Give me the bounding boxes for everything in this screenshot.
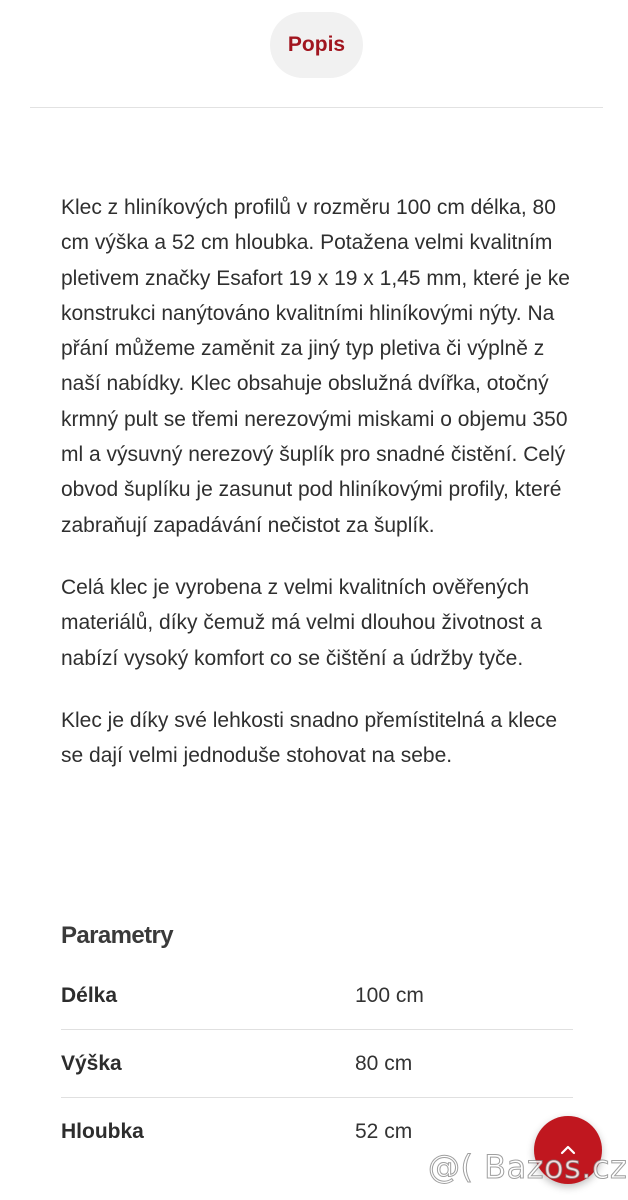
parameter-label: Výška [61,1051,122,1075]
parameter-row-delka [61,962,573,1030]
parameter-label: Hloubka [61,1119,144,1143]
parameters-title: Parametry [61,922,174,949]
tab-popis[interactable]: Popis [270,12,363,78]
parameters-table [61,962,573,1165]
tab-bar [0,0,628,108]
parameter-label: Délka [61,983,118,1007]
parameter-value: 80 cm [355,1051,413,1075]
bazos-watermark: @( Bazos.cz [428,1148,628,1186]
parameter-value: 100 cm [355,983,424,1007]
parameter-value: 52 cm [355,1119,413,1143]
description-paragraph-1: Klec z hliníkových profilů v rozměru 100 cm délka, 80 cm výška a 52 cm hloubka. Potažena velmi kvalitním pletivem značky Esafort 19 x 19 x 1,45 mm, které je ke konstrukci nanýtováno kvalitními hliníkovými nýty. Na přání můžeme zaměnit za jiný typ pletiva či výplně z naší nabídky. Klec obsahuje obslužná dvířka, otočný krmný pult se třemi nerezovými miskami o objemu 350 ml a výsuvný nerezový šuplík pro snadné čistění. Celý obvod šuplíku je zasunut pod hliníkovými profily, které zabraňují zapadávání nečistot za šuplík. [61,196,570,537]
divider [30,107,603,108]
description-paragraph-2: Celá klec je vyrobena z velmi kvalitních ověřených materiálů, díky čemuž má velmi dlouhou životnost a nabízí vysoký komfort co se čištění a údržby tyče. [61,575,542,670]
description-paragraph-3: Klec je díky své lehkosti snadno přemístitelná a klece se dají velmi jednoduše stohovat na sebe. [61,708,558,768]
parameter-row-vyska [61,1030,573,1098]
product-description [61,190,581,800]
